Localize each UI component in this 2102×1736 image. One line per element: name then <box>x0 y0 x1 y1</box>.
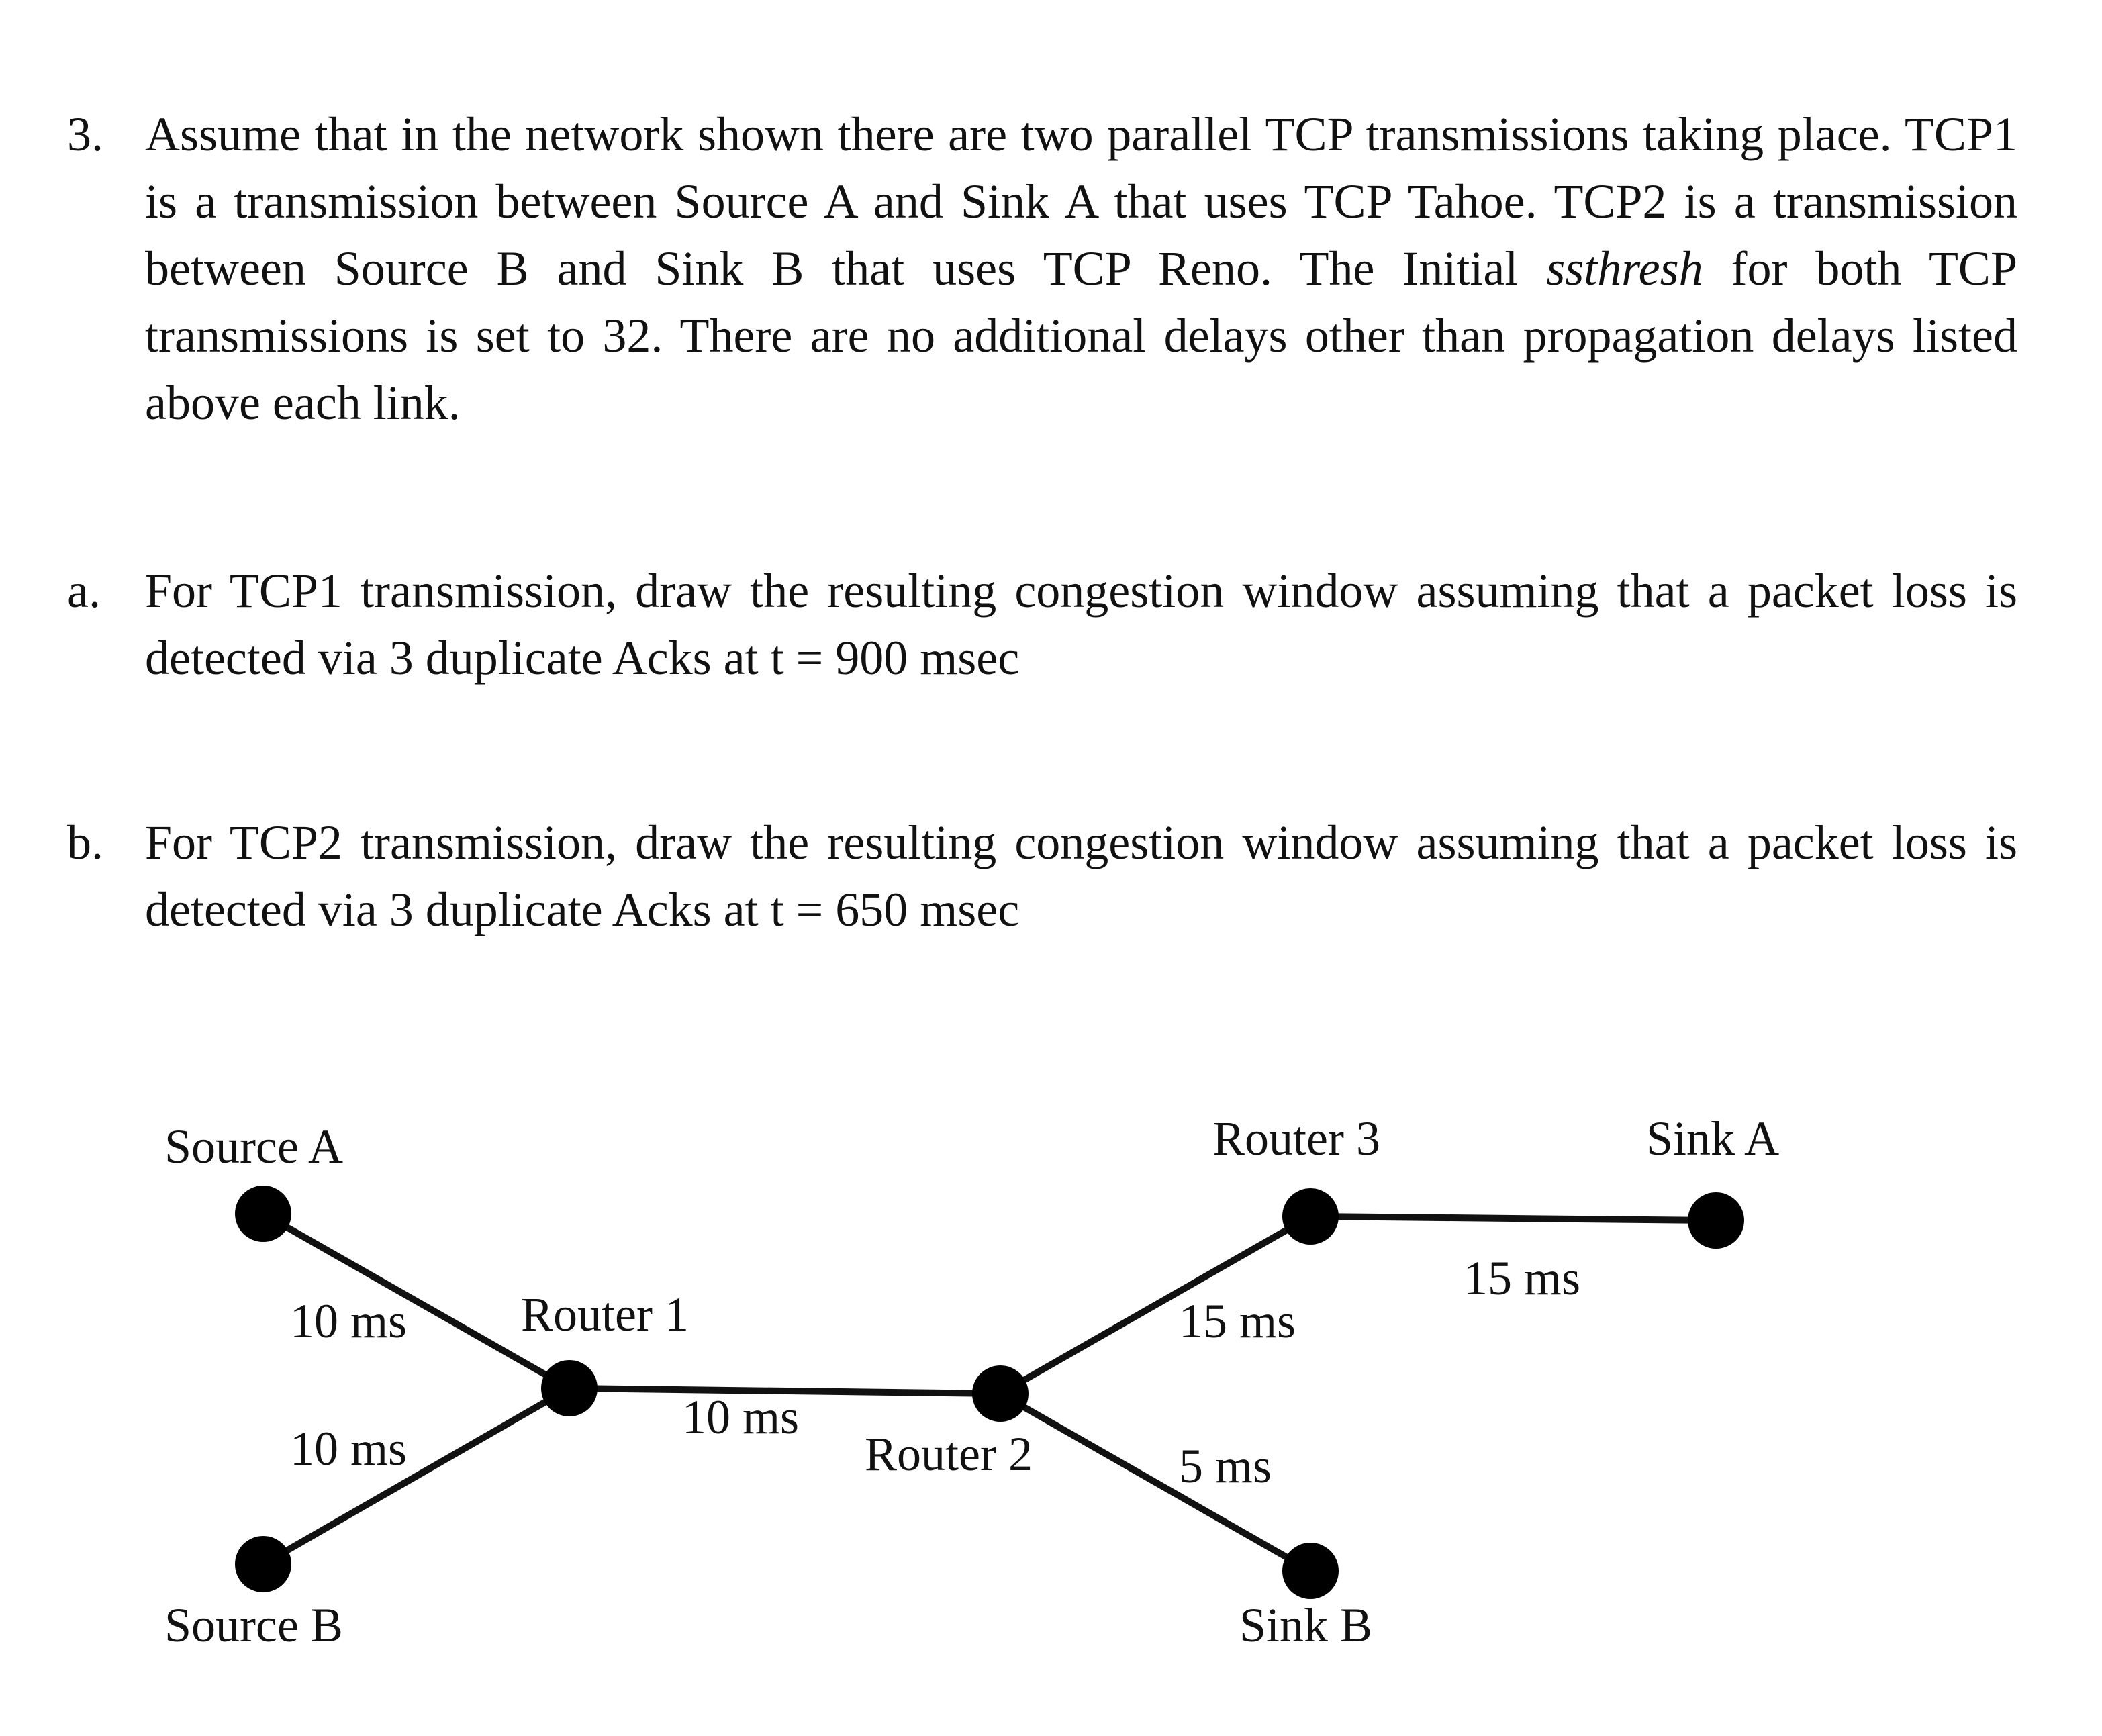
part-a-label: a. <box>67 564 101 618</box>
router-2-label: Router 2 <box>865 1427 1033 1481</box>
part-b-text: For TCP2 transmission, draw the resulting congestion window assuming that a packet loss is detected via 3 duplicate Acks at t = 650 msec <box>145 816 2017 936</box>
sink-b-label: Sink B <box>1239 1598 1373 1652</box>
link-source-b-router-1 <box>263 1388 569 1564</box>
delay-router-2-sink-b: 5 ms <box>1179 1439 1272 1493</box>
router-3-label: Router 3 <box>1212 1112 1380 1165</box>
delay-source-a-router-1: 10 ms <box>290 1294 408 1348</box>
router-1-node <box>541 1360 598 1416</box>
source-b-label: Source B <box>164 1598 343 1652</box>
question-text-after: for both TCP transmissions is set to 32. There are no additional delays other than propagation delays listed above each link. <box>145 242 2018 430</box>
question-number: 3. <box>67 107 103 161</box>
source-a-node <box>235 1186 291 1242</box>
link-router-3-sink-a <box>1310 1216 1716 1220</box>
router-2-node <box>972 1365 1029 1422</box>
router-3-node <box>1282 1188 1339 1245</box>
question-text-before: Assume that in the network shown there are two parallel TCP transmissions taking place. TCP1 is a transmission between Source A and Sink A that uses TCP Tahoe. TCP2 is a transmission between Source B and Sink B that uses TCP Reno. The Initial <box>145 107 2017 295</box>
delay-router-2-router-3: 15 ms <box>1179 1294 1296 1348</box>
source-b-node <box>235 1536 291 1592</box>
delay-router-1-router-2: 10 ms <box>682 1390 800 1444</box>
sink-b-node <box>1282 1543 1339 1599</box>
sink-a-node <box>1688 1192 1744 1249</box>
delay-router-3-sink-a: 15 ms <box>1464 1251 1581 1305</box>
sink-a-label: Sink A <box>1646 1112 1780 1165</box>
part-b-label: b. <box>67 816 103 869</box>
ssthresh-term: ssthresh <box>1546 242 1703 295</box>
router-1-label: Router 1 <box>521 1288 689 1341</box>
part-a-text: For TCP1 transmission, draw the resulting congestion window assuming that a packet loss is detected via 3 duplicate Acks at t = 900 msec <box>145 564 2017 685</box>
source-a-label: Source A <box>164 1120 343 1173</box>
delay-source-b-router-1: 10 ms <box>290 1422 408 1476</box>
